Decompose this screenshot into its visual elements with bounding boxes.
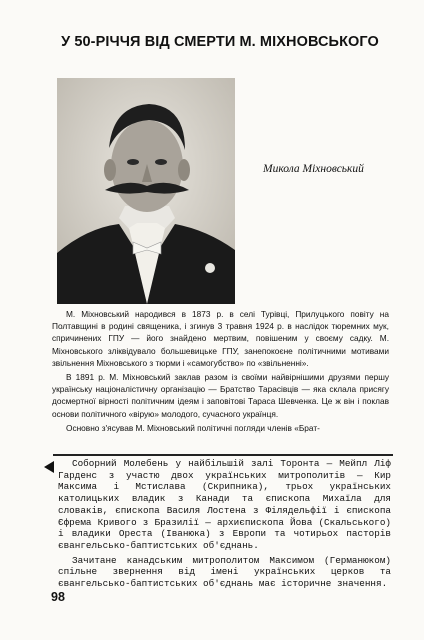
- news-paragraph: Зачитане канадським митрополитом Максимом (Германюком) спільне звернення від імені українських церков та євангельсько-баптистських об'єднань має історичне значення.: [58, 554, 391, 590]
- news-block: [58, 458, 391, 590]
- left-arrow-icon: [44, 461, 54, 473]
- article-paragraph: В 1891 р. М. Міхновський заклав разом із своїми найвірнішими друзями першу українську націоналістичну організацію — Братство Тарасівців — яка склала присягу досмертної вірності політичним ідеям і заповітові Тараса Шевченка. Це ж він і поклав основи політичного «вірую» молодого, сучасного українця.: [52, 372, 389, 419]
- news-paragraph: Соборний Молебень у найбільшій залі Торонта — Мейпл Ліф Гарденс з участю двох українських митрополитів — Кир Максима і Мстислава (Скрипника), трьох українських католицьких владик з Канади та єпископа Михаїла для словаків, єпископа Василя Лостена з Філядельфії і єпископа Єфрема Кривого з Бразилії — архиєпископа Йова (Скальського) і владики Ореста (Іванюка) з Европи та чотирьох пасторів євангельсько-баптистських об'єднань.: [58, 458, 391, 551]
- page-title: У 50-РІЧЧЯ ВІД СМЕРТИ М. МІХНОВСЬКОГО: [61, 34, 379, 50]
- page-number: 98: [51, 590, 65, 604]
- portrait-photo: [57, 78, 235, 304]
- section-divider: [53, 454, 393, 456]
- portrait-image: [57, 78, 235, 304]
- article-body: [52, 308, 389, 436]
- article-paragraph: М. Міхновський народився в 1873 р. в селі Турівці, Прилуцького повіту на Полтавщині в родині священика, і згинув 3 травня 1924 р. в наслідок тюремних мук, спричинених ГПУ — його знайдено мертвим, повішеним у своєму садку. М. Міхновського зліквідувало большевицьке ГПУ, занепокоєне політичними мотивами звільнення Міхновського з тюрми і «самогубство» по «звільненні».: [52, 309, 389, 368]
- photo-caption: Микола Міхновський: [263, 163, 364, 175]
- article-paragraph: Основно з'ясував М. Міхновський політичні погляди членів «Брат-: [66, 422, 320, 433]
